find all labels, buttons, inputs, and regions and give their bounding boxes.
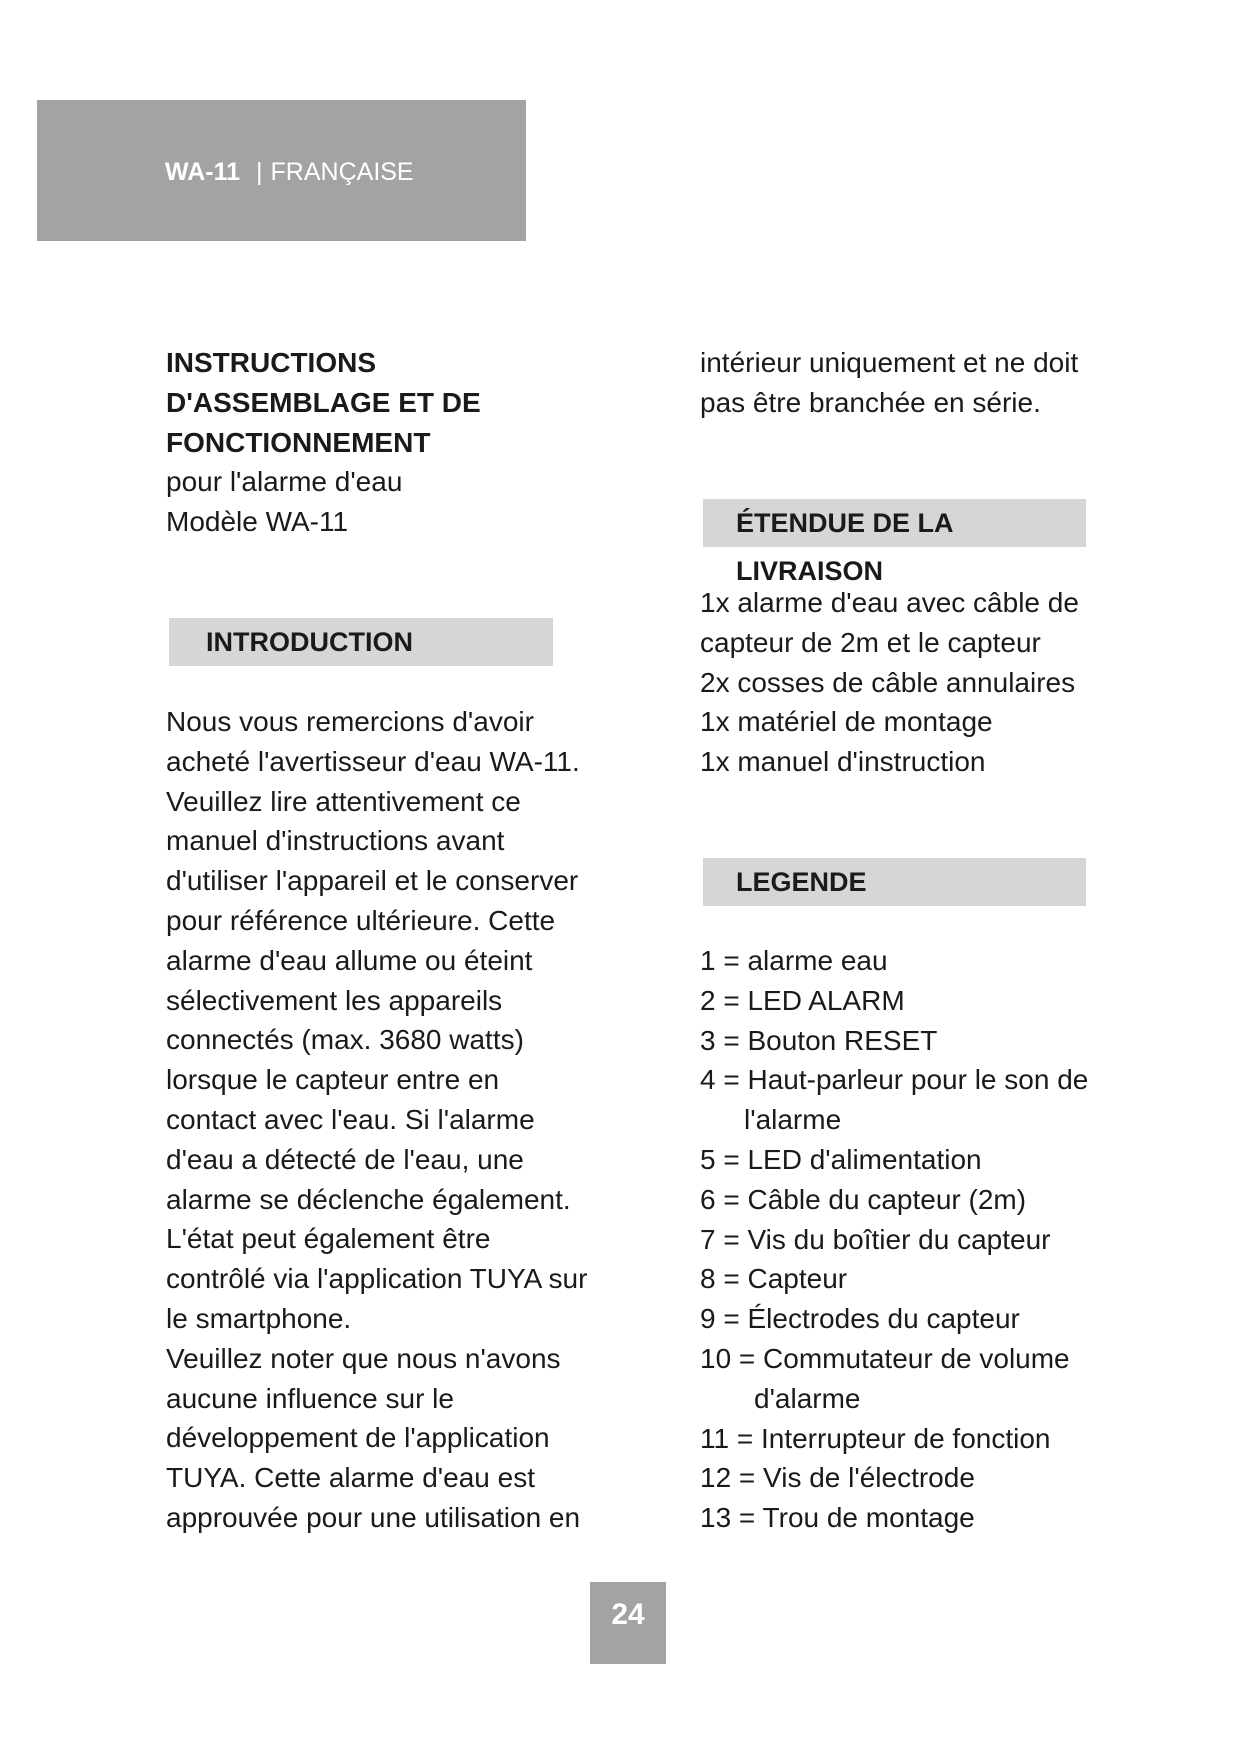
header-separator: | (256, 158, 263, 186)
title-line: FONCTIONNEMENT (166, 426, 431, 458)
legend-item: 4 = Haut-parleur pour le son de (700, 1064, 1089, 1096)
text-line: contact avec l'eau. Si l'alarme (166, 1103, 535, 1135)
text-line: acheté l'avertisseur d'eau WA-11. (166, 745, 580, 777)
text-line: approuvée pour une utilisation en (166, 1501, 581, 1533)
text-line: connectés (max. 3680 watts) (166, 1024, 524, 1056)
introduction-text (166, 702, 596, 1538)
legend-item: 2 = LED ALARM (700, 984, 905, 1016)
legend-item: 3 = Bouton RESET (700, 1024, 938, 1056)
legend-item-continuation: l'alarme (744, 1104, 842, 1136)
legend-item: 8 = Capteur (700, 1263, 848, 1295)
text-line: intérieur uniquement et ne doit (700, 347, 1079, 378)
header-title (165, 158, 414, 187)
text-line: lorsque le capteur entre en (166, 1064, 500, 1096)
list-item: 1x matériel de montage (700, 706, 993, 738)
text-line: alarme se déclenche également. (166, 1183, 571, 1215)
legend-item: 6 = Câble du capteur (2m) (700, 1183, 1027, 1215)
list-item: capteur de 2m et le capteur (700, 626, 1041, 658)
text-line: le smartphone. (166, 1302, 352, 1334)
introduction-heading: INTRODUCTION (169, 618, 553, 666)
text-line: développement de l'application (166, 1422, 550, 1454)
legend-item: 7 = Vis du boîtier du capteur (700, 1223, 1051, 1255)
delivery-list (700, 583, 1140, 782)
legend-item: 13 = Trou de montage (700, 1502, 975, 1534)
list-item: 2x cosses de câble annulaires (700, 666, 1076, 698)
legend-list (700, 941, 1140, 1538)
text-line: pas être branchée en série. (700, 386, 1041, 418)
title-line: INSTRUCTIONS (166, 347, 376, 378)
legend-item: 12 = Vis de l'électrode (700, 1462, 975, 1494)
legend-heading: LEGENDE (703, 858, 1086, 906)
legend-item: 5 = LED d'alimentation (700, 1143, 982, 1175)
text-line: alarme d'eau allume ou éteint (166, 944, 533, 976)
legend-item: 11 = Interrupteur de fonction (700, 1422, 1051, 1454)
legend-item: 10 = Commutateur de volume (700, 1342, 1070, 1374)
text-line: pour référence ultérieure. Cette (166, 904, 556, 936)
text-line: Veuillez lire attentivement ce (166, 785, 521, 817)
delivery-heading: ÉTENDUE DE LA LIVRAISON (703, 499, 1086, 547)
document-title (166, 343, 596, 542)
text-line: d'utiliser l'appareil et le conserver (166, 865, 579, 897)
legend-item-continuation: d'alarme (754, 1382, 861, 1414)
text-line: TUYA. Cette alarme d'eau est (166, 1462, 535, 1494)
model-line: Modèle WA-11 (166, 506, 349, 538)
list-item: 1x manuel d'instruction (700, 746, 986, 778)
text-line: aucune influence sur le (166, 1382, 454, 1414)
legend-item: 9 = Électrodes du capteur (700, 1303, 1020, 1335)
text-line: Veuillez noter que nous n'avons (166, 1342, 561, 1374)
legend-item: 1 = alarme eau (700, 945, 888, 976)
text-line: contrôlé via l'application TUYA sur (166, 1263, 588, 1295)
list-item: 1x alarme d'eau avec câble de (700, 587, 1079, 618)
text-line: Nous vous remercions d'avoir (166, 706, 534, 737)
text-line: sélectivement les appareils (166, 984, 503, 1016)
subtitle-line: pour l'alarme d'eau (166, 466, 403, 498)
text-line: manuel d'instructions avant (166, 825, 505, 857)
header-language: FRANÇAISE (270, 158, 414, 186)
title-line: D'ASSEMBLAGE ET DE (166, 386, 481, 418)
introduction-continuation (700, 343, 1130, 423)
page-number: 24 (590, 1582, 666, 1664)
header-model: WA-11 (165, 158, 241, 186)
text-line: d'eau a détecté de l'eau, une (166, 1143, 524, 1175)
text-line: L'état peut également être (166, 1223, 491, 1255)
